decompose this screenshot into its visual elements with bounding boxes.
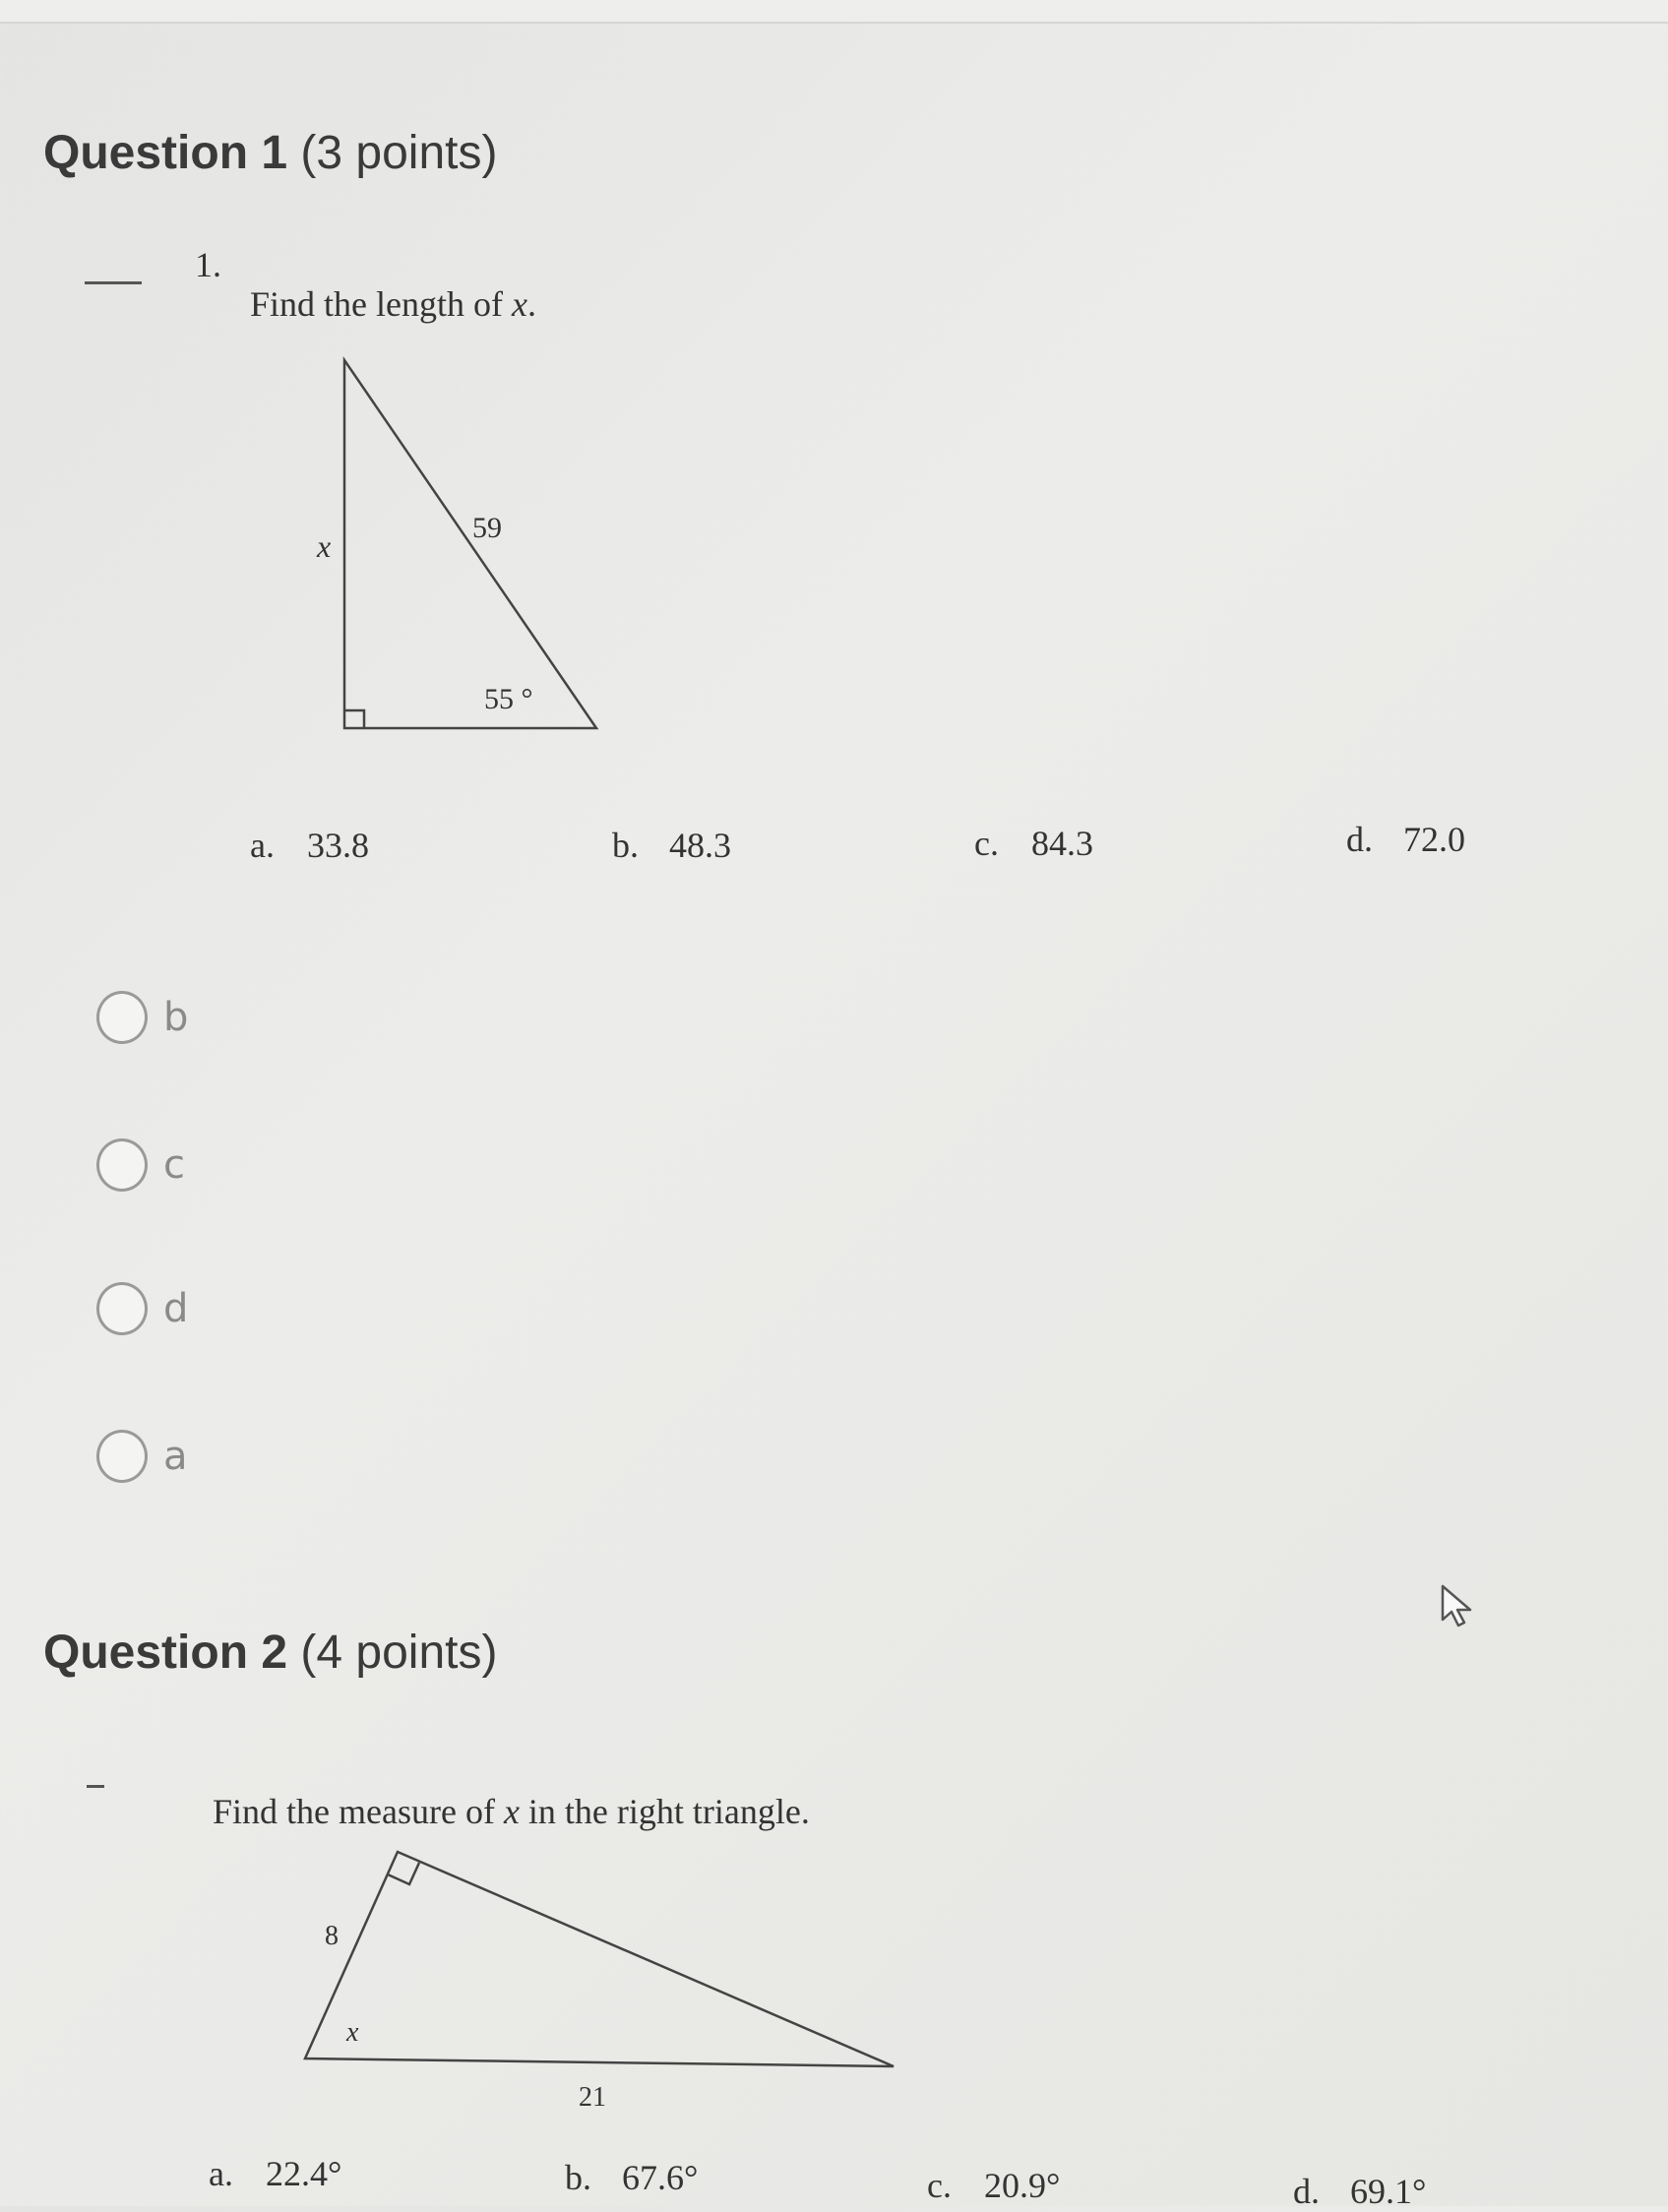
q2-choice-b [565,2157,698,2198]
q2-choice-a-value: 22.4° [266,2154,342,2193]
q2-long-side-label: 21 [579,2082,606,2113]
question-2-prompt-text-1: Find the measure of [213,1792,504,1831]
q1-angle-label: 55 ° [484,683,533,715]
q1-choice-c-value: 84.3 [1031,824,1093,863]
q1-choice-c-letter: c. [974,824,999,863]
q2-choice-d-value: 69.1° [1350,2172,1427,2211]
q1-choice-a-letter: a. [250,826,275,865]
q2-choice-c [927,2165,1060,2206]
q1-choice-a-value: 33.8 [307,826,369,865]
question-1-points: (3 points) [300,127,498,179]
question-2-prompt-var: x [503,1792,520,1831]
q2-choice-c-value: 20.9° [984,2166,1061,2205]
q2-short-side-label: 8 [325,1921,339,1951]
q1-choice-b-letter: b. [612,826,639,865]
q1-choice-d-letter: d. [1346,820,1373,859]
q2-choice-b-value: 67.6° [622,2158,699,2197]
question-1-prompt-end: . [526,284,536,324]
question-1-prompt-var: x [511,284,527,324]
question-1-prompt-text: Find the length of [250,284,512,324]
answer-option-label: d [163,1286,189,1331]
q1-side-label: x [317,528,332,564]
question-2-prompt-text-2: in the right triangle. [519,1792,810,1831]
answer-option-label: a [163,1434,188,1479]
q2-choice-d-letter: d. [1293,2172,1320,2211]
q2-triangle-shape [305,1852,894,2066]
q1-choice-b-value: 48.3 [669,826,731,865]
q1-hypotenuse-label: 59 [472,512,502,544]
q2-choice-c-letter: c. [927,2166,952,2205]
q2-choice-a-letter: a. [209,2154,233,2193]
q2-angle-label: x [346,2017,359,2048]
mouse-pointer-icon [1439,1582,1478,1629]
answer-option-label: b [163,995,189,1040]
question-2-points: (4 points) [300,1627,498,1679]
question-2-title: Question 2 [43,1627,288,1679]
q1-choice-d-value: 72.0 [1403,820,1465,859]
q2-choice-a [209,2153,341,2194]
question-1-title: Question 1 [43,127,288,179]
answer-option-label: c [163,1142,185,1188]
question-1-number: 1. [195,245,221,284]
q2-choice-b-letter: b. [565,2158,591,2197]
